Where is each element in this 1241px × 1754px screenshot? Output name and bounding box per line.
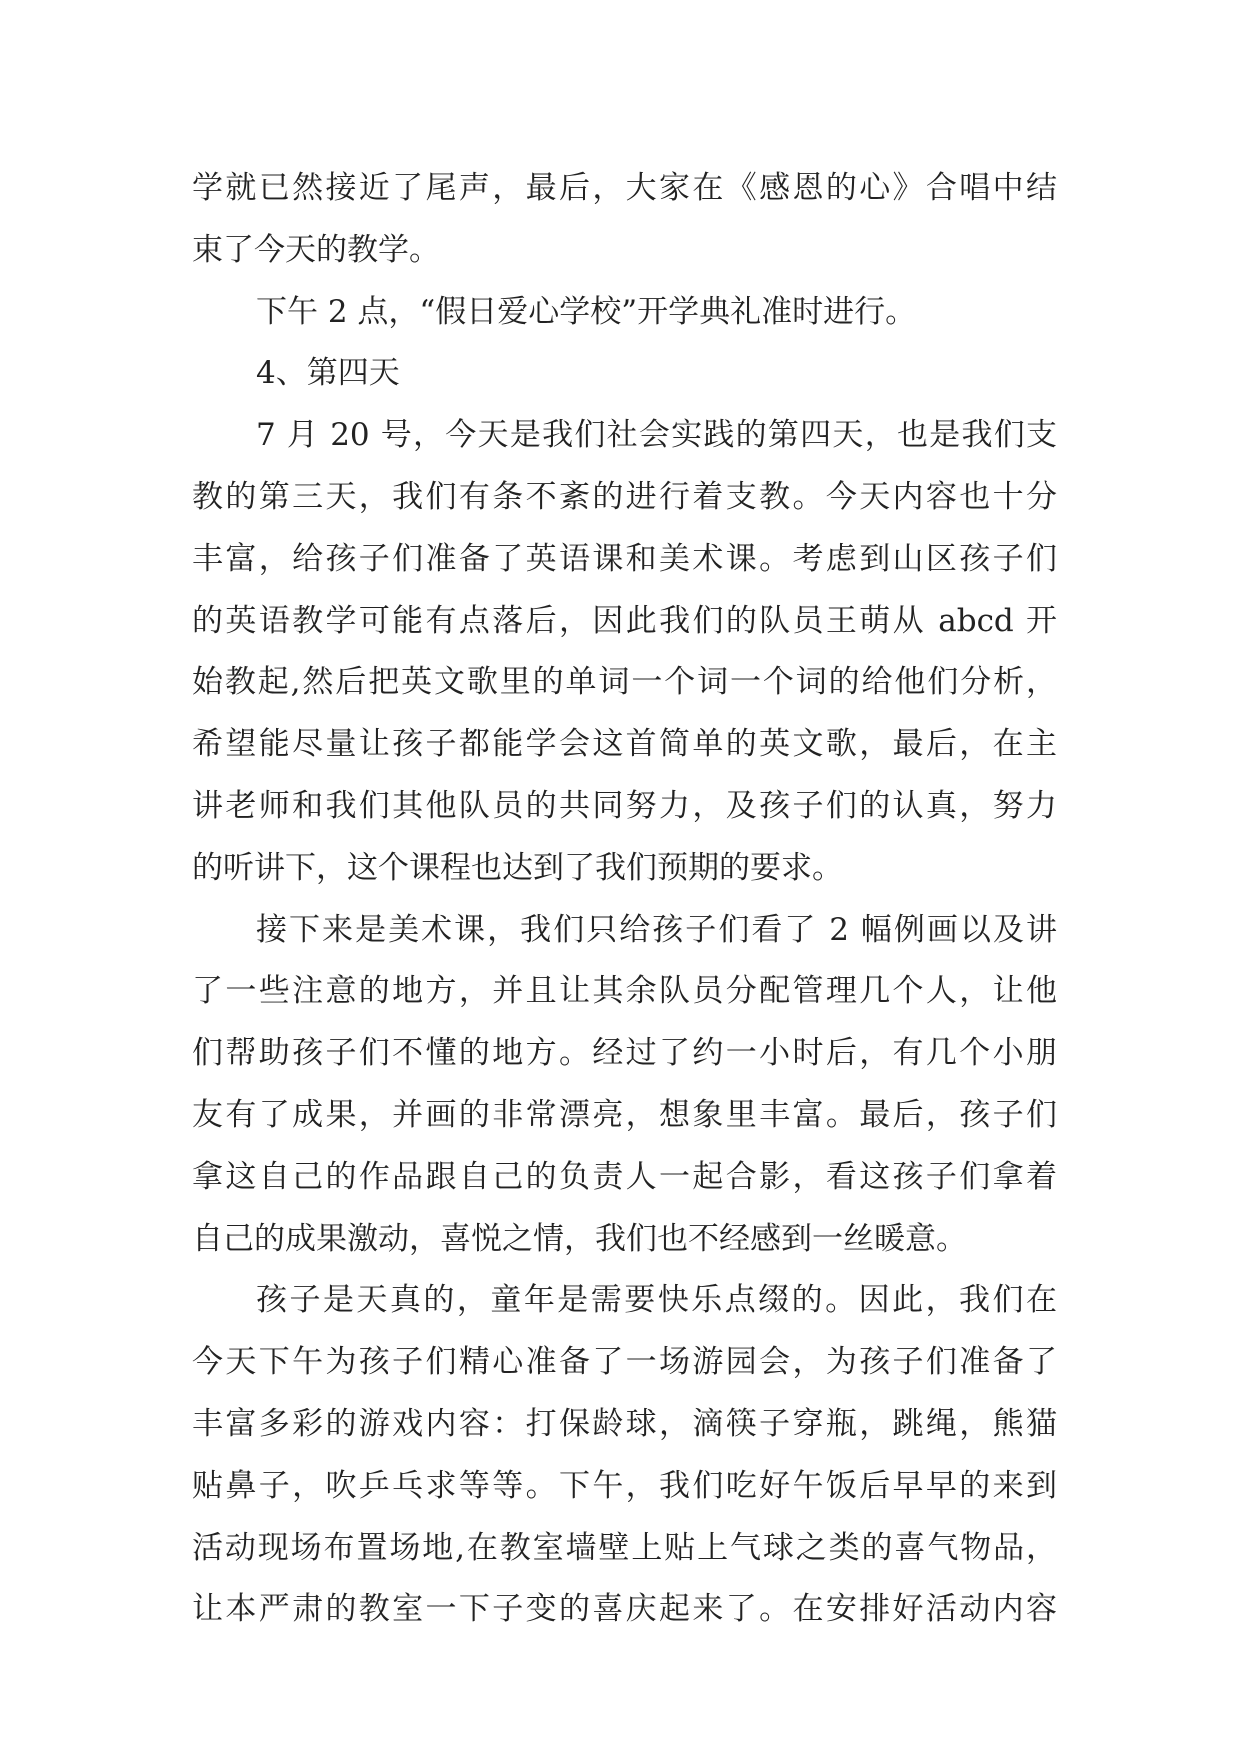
text-line: 束了今天的教学。	[192, 231, 440, 268]
text-line: 始教起,然后把英文歌里的单词一个词一个词的给他们分析，	[192, 664, 1057, 701]
document-body	[192, 158, 1057, 1641]
text-line: 今天下午为孩子们精心准备了一场游园会，为孩子们准备了	[192, 1344, 1057, 1381]
text-line: 下午 2 点，“假日爱心学校”开学典礼准时进行。	[256, 293, 917, 330]
text-line: 自己的成果激动，喜悦之情，我们也不经感到一丝暖意。	[192, 1220, 967, 1257]
text-line: 7 月 20 号，今天是我们社会实践的第四天，也是我们支	[256, 417, 1057, 454]
text-line: 接下来是美术课，我们只给孩子们看了 2 幅例画以及讲	[256, 911, 1057, 948]
text-line: 的听讲下，这个课程也达到了我们预期的要求。	[192, 849, 843, 886]
text-line: 丰富多彩的游戏内容：打保龄球，滴筷子穿瓶，跳绳，熊猫	[192, 1405, 1057, 1442]
text-line: 丰富，给孩子们准备了英语课和美术课。考虑到山区孩子们	[192, 540, 1057, 577]
text-line: 教的第三天，我们有条不紊的进行着支教。今天内容也十分	[192, 478, 1057, 515]
text-line: 让本严肃的教室一下子变的喜庆起来了。在安排好活动内容	[192, 1591, 1057, 1628]
text-line: 4、第四天	[256, 355, 400, 392]
text-line: 孩子是天真的，童年是需要快乐点缀的。因此，我们在	[256, 1282, 1057, 1319]
text-line: 拿这自己的作品跟自己的负责人一起合影，看这孩子们拿着	[192, 1158, 1057, 1195]
text-line: 的英语教学可能有点落后，因此我们的队员王萌从 abcd 开	[192, 602, 1057, 639]
text-line: 们帮助孩子们不懂的地方。经过了约一小时后，有几个小朋	[192, 1035, 1057, 1072]
text-line: 活动现场布置场地,在教室墙壁上贴上气球之类的喜气物品，	[192, 1529, 1057, 1566]
text-line: 讲老师和我们其他队员的共同努力，及孩子们的认真，努力	[192, 787, 1057, 824]
text-line: 友有了成果，并画的非常漂亮，想象里丰富。最后，孩子们	[192, 1096, 1057, 1133]
text-line: 学就已然接近了尾声，最后，大家在《感恩的心》合唱中结	[192, 170, 1057, 206]
text-line: 希望能尽量让孩子都能学会这首简单的英文歌，最后，在主	[192, 726, 1057, 763]
text-line: 了一些注意的地方，并且让其余队员分配管理几个人，让他	[192, 973, 1057, 1010]
text-line: 贴鼻子，吹乒乓求等等。下午，我们吃好午饭后早早的来到	[192, 1467, 1057, 1504]
